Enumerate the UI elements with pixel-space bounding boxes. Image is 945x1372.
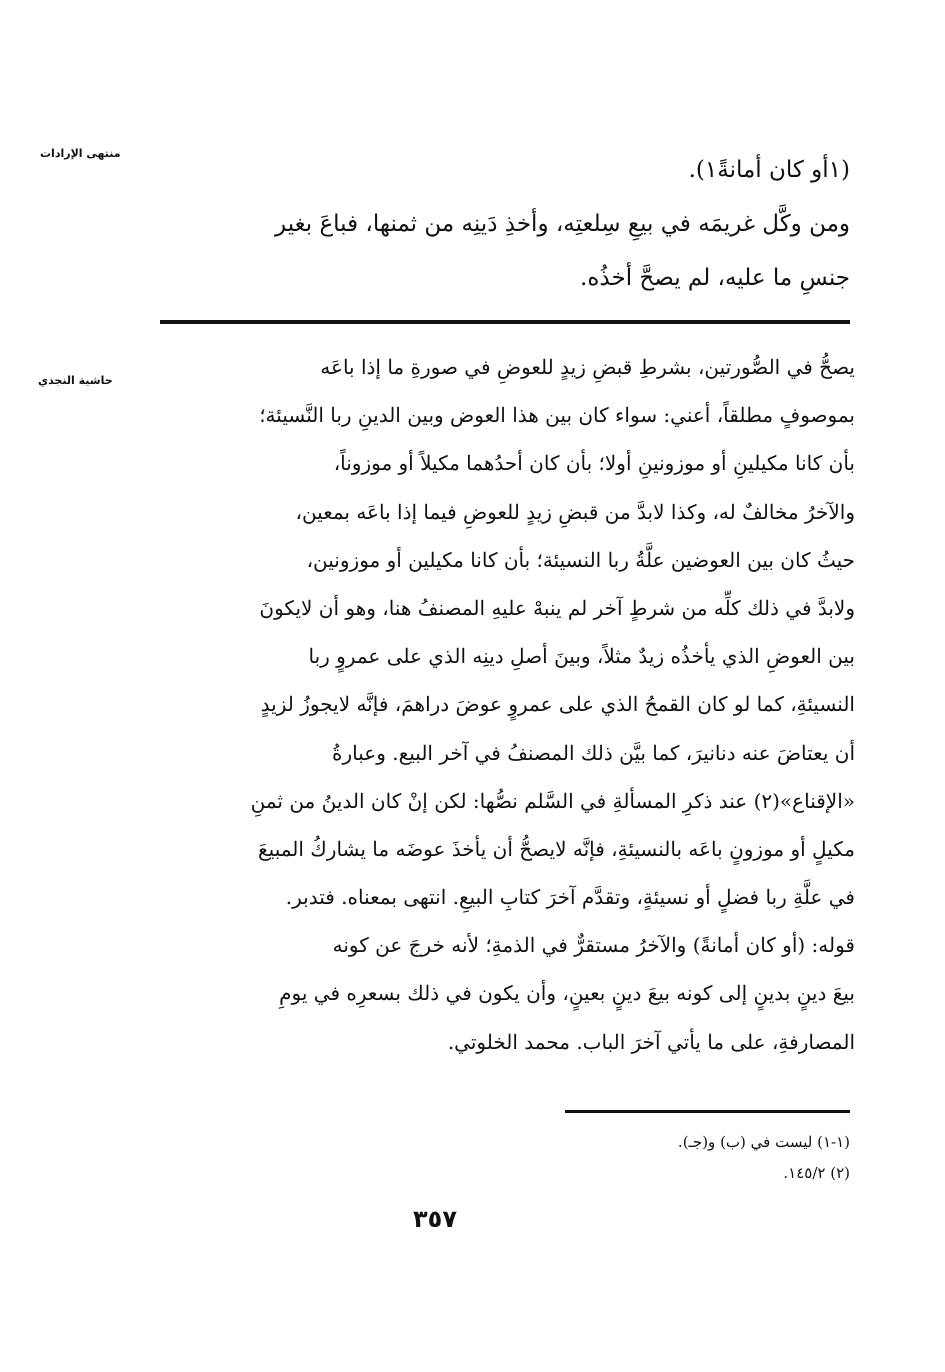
footnotes bbox=[470, 1128, 850, 1190]
commentary-line: قوله: (أو كان أمانةً) والآخرُ مستقرٌّ في الذمةِ؛ لأنه خرجَ عن كونه bbox=[332, 933, 855, 958]
main-text-line: (١أو كان أمانةً١). bbox=[688, 157, 850, 183]
commentary-line: بيعَ دينٍ بدينٍ إلى كونه بيعَ دينٍ بعينٍ، وأن يكون في ذلك بسعرِه في يومِ bbox=[279, 981, 855, 1006]
commentary-line: النسيئةِ، كما لو كان القمحُ الذي على عمروٍ عوضَ دراهمَ، فإنَّه لايجوزُ لزيدٍ bbox=[260, 692, 855, 717]
commentary-line: حيثُ كان بين العوضين علَّةُ ربا النسيئة؛ بأن كانا مكيلين أو موزونين، bbox=[306, 547, 855, 572]
footnote-divider bbox=[565, 1110, 850, 1113]
book-title-label: منتهى الإرادات bbox=[40, 147, 121, 160]
commentary-line: ولابدَّ في ذلك كلِّه من شرطٍ آخر لم ينبهْ عليهِ المصنفُ هنا، وهو أن لايكونَ bbox=[259, 595, 855, 620]
commentary-line: في علَّةِ ربا فضلٍ أو نسيئةٍ، وتقدَّم آخرَ كتابِ البيعِ. انتهى بمعناه. فتدبر. bbox=[285, 885, 855, 910]
commentary-line: يصحُّ في الصُّورتين، بشرطِ قبضِ زيدٍ للعوضِ في صورةِ ما إذا باعَه bbox=[320, 355, 855, 379]
footnote-line: (١-١) ليست في (ب) و(جـ). bbox=[677, 1133, 850, 1151]
page-number: ٣٥٧ bbox=[413, 1205, 457, 1233]
commentary-line: المصارفةِ، على ما يأتي آخرَ الباب. محمد الخلوتي. bbox=[447, 1029, 855, 1054]
main-text-line: جنسِ ما عليه، لم يصحَّ أخذُه. bbox=[580, 265, 850, 291]
commentary-text bbox=[155, 347, 855, 1070]
commentary-line: «الإقناع»(٢) عند ذكرِ المسألةِ في السَّلم نصُّها: لكن إنْ كان الدينُ من ثمنِ bbox=[250, 788, 855, 813]
commentary-line: بموصوفٍ مطلقاً، أعني: سواء كان بين هذا العوض وبين الدينِ ربا النَّسيئة؛ bbox=[259, 403, 855, 428]
commentary-line: بأن كانا مكيلينِ أو موزونينِ أولا؛ بأن كان أحدُهما مكيلاً أو موزوناً، bbox=[333, 451, 855, 476]
commentary-line: أن يعتاضَ عنه دنانيرَ، كما بيَّن ذلك المصنفُ في آخر البيع. وعبارةُ bbox=[332, 740, 855, 765]
section-divider bbox=[160, 320, 850, 324]
commentary-line: والآخرُ مخالفٌ له، وكذا لابدَّ من قبضِ زيدٍ للعوضِ فيما إذا باعَه بمعين، bbox=[295, 499, 855, 524]
commentary-line: بين العوضِ الذي يأخذُه زيدٌ مثلاً، وبينَ أصلِ دينِه الذي على عمروٍ ربا bbox=[308, 644, 855, 669]
footnote-line: (٢) ١٤٥/٢. bbox=[783, 1164, 850, 1182]
commentary-line: مكيلٍ أو موزونٍ باعَه بالنسيئةِ، فإنَّه لايصحُّ أن يأخذَ عوضَه ما يشاركُ المبيعَ bbox=[258, 836, 855, 861]
main-text-line: ومن وكَّل غريمَه في بيعِ سِلعتِه، وأخذِ دَينِه من ثمنها، فباعَ بغير bbox=[275, 211, 850, 237]
main-text bbox=[150, 150, 850, 312]
commentary-title-label: حاشية النجدي bbox=[38, 374, 113, 387]
